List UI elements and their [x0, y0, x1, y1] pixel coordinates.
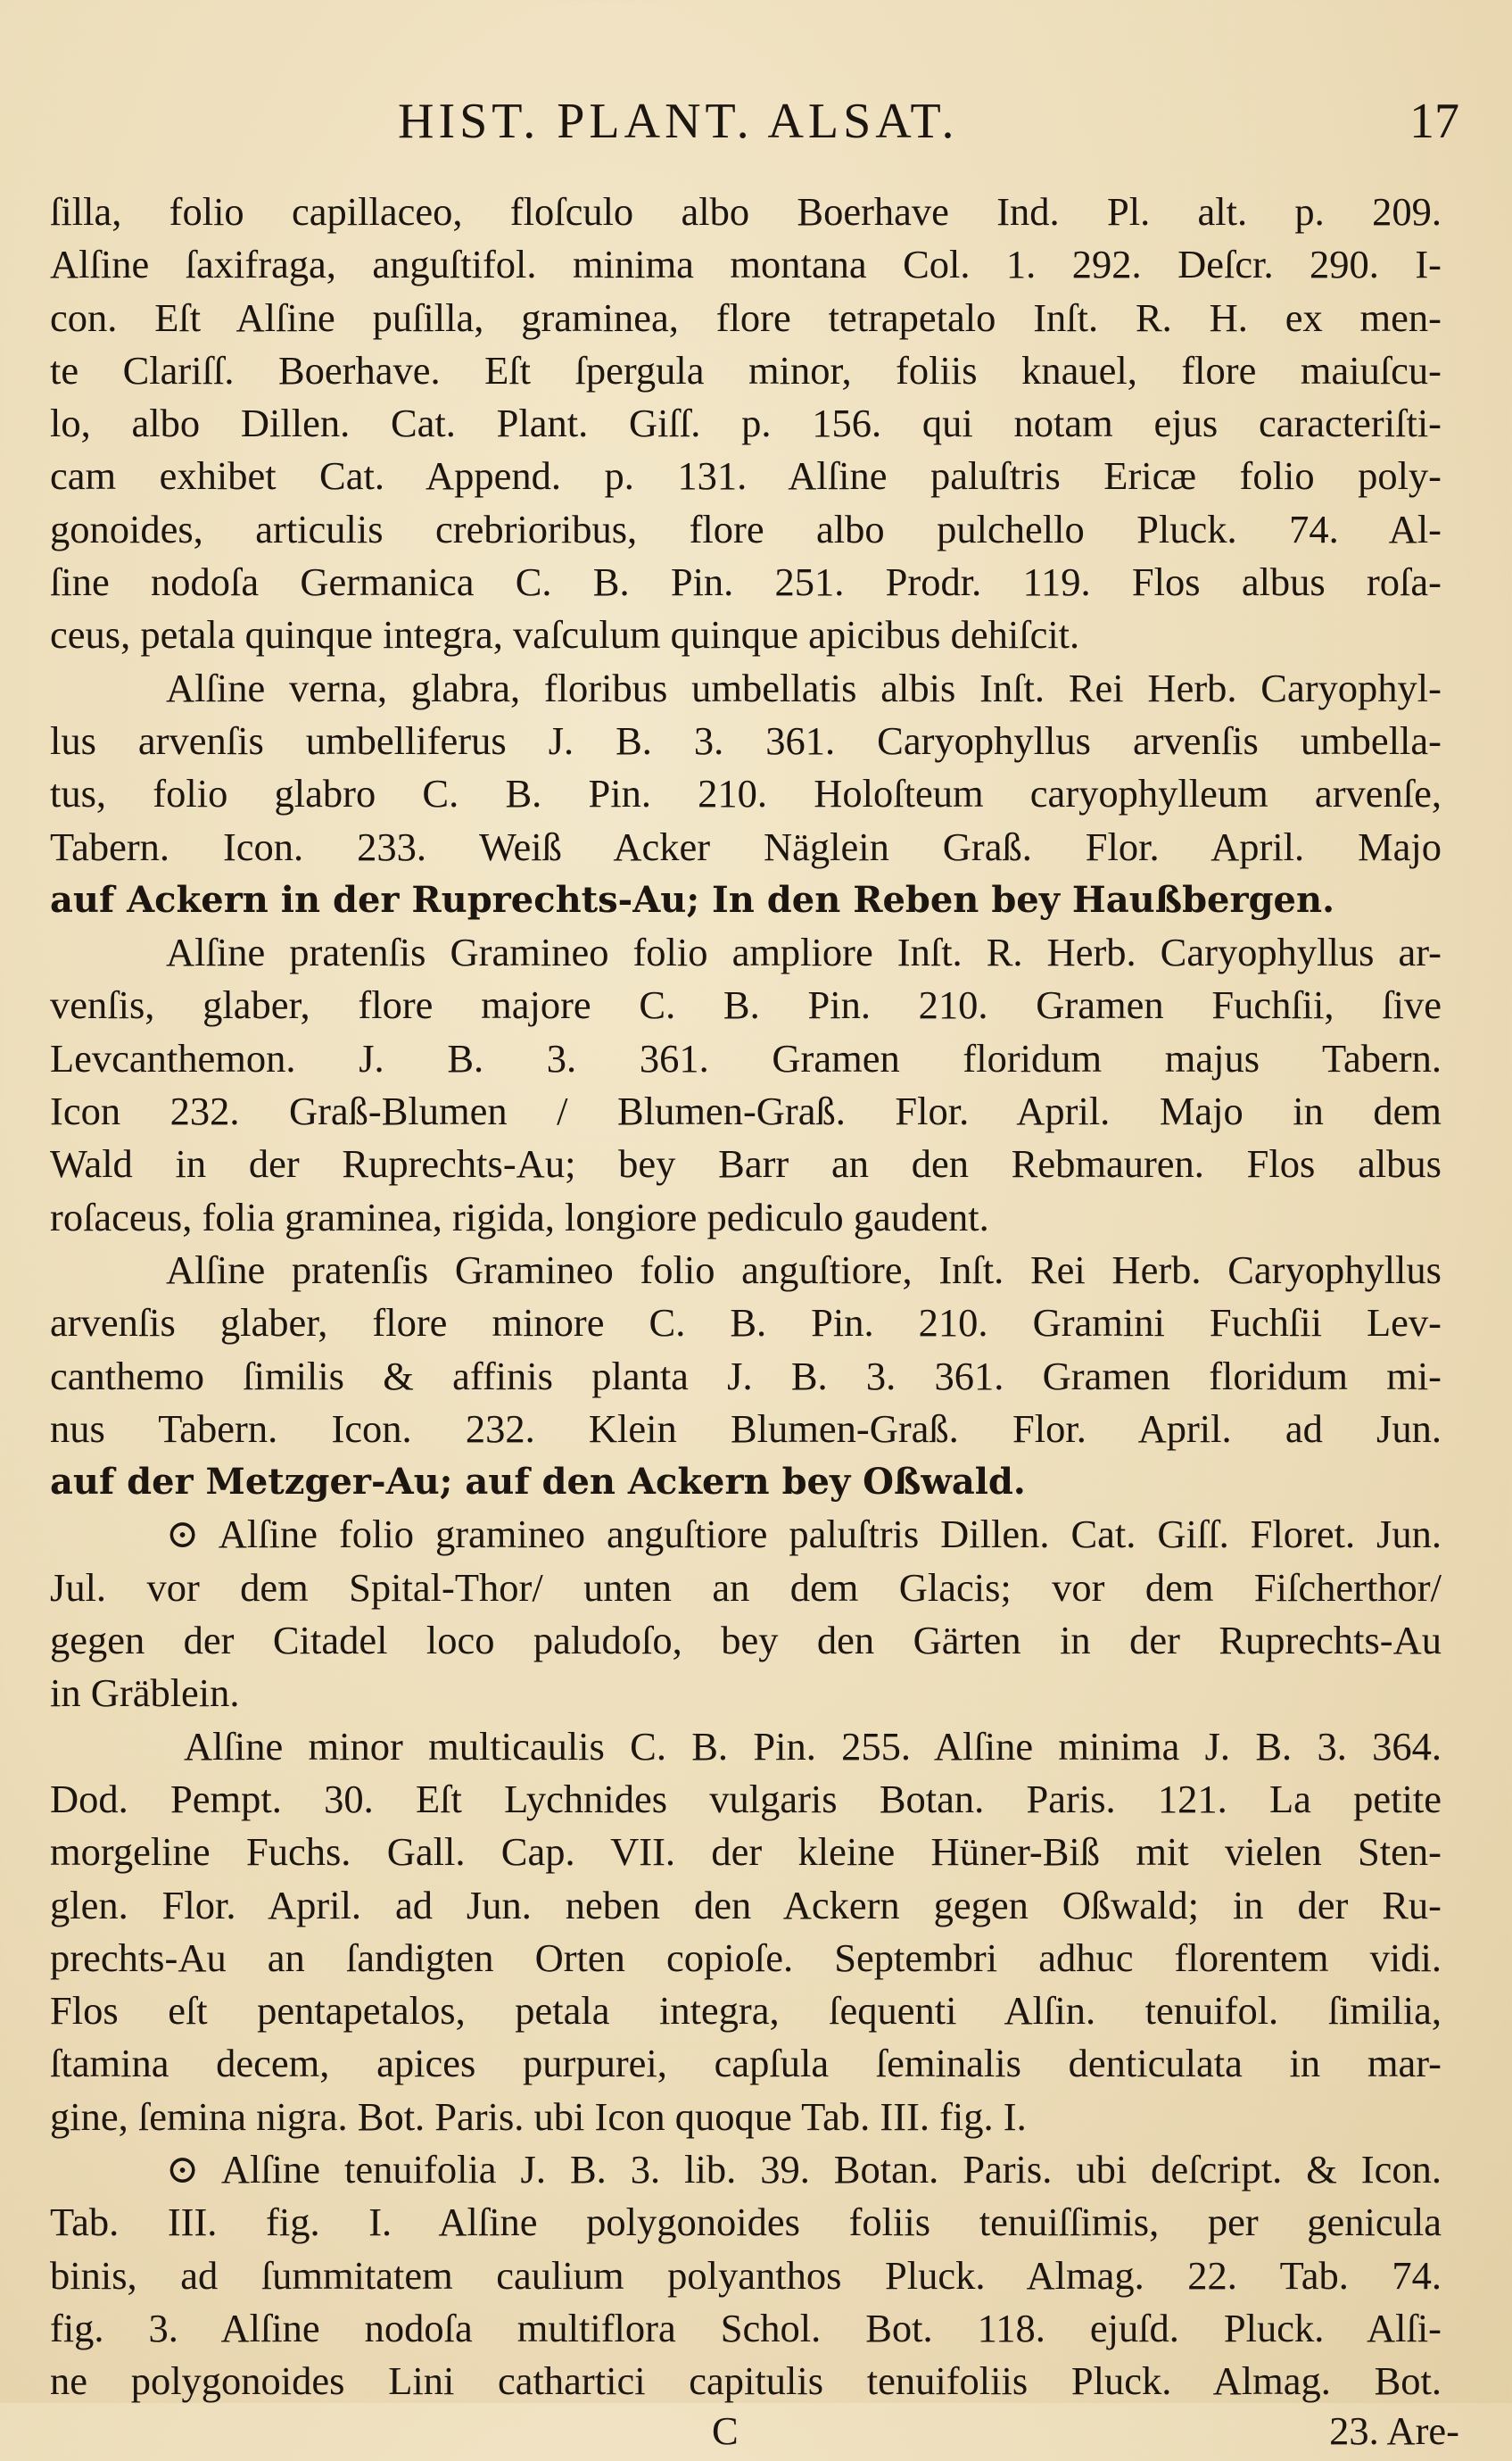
page	[50, 89, 1459, 2461]
entry-heading-line: ⊙ Alſine folio gramineo anguſtiore paluſtris Dillen. Cat. Giſſ. Floret. Jun.	[166, 1512, 1442, 1557]
text-line: binis, ad ſummitatem caulium polyanthos Pluck. Almag. 22. Tab. 74.	[50, 2252, 1442, 2298]
text-line: roſaceus, folia graminea, rigida, longiore pediculo gaudent.	[50, 1194, 989, 1239]
text-line: lo, albo Dillen. Cat. Plant. Giſſ. p. 156. qui notam ejus caracteriſti-	[50, 401, 1442, 446]
body-text	[50, 186, 1442, 2407]
text-line: te Clariſſ. Boerhave. Eſt ſpergula minor, foliis knauel, flore maiuſcu-	[50, 347, 1442, 393]
text-line: lus arvenſis umbelliferus J. B. 3. 361. Caryophyllus arvenſis umbella-	[50, 717, 1442, 763]
text-line: in Gräblein.	[50, 1670, 240, 1716]
german-text-line: auf der Metzger-Au; auf den Ackern bey Oßwald.	[50, 1461, 1026, 1504]
text-line: Levcanthemon. J. B. 3. 361. Gramen floridum majus Tabern.	[50, 1035, 1442, 1081]
text-line: Tab. III. fig. I. Alſine polygonoides foliis tenuiſſimis, per genicula	[50, 2200, 1442, 2245]
text-line: ſine nodoſa Germanica C. B. Pin. 251. Prodr. 119. Flos albus roſa-	[50, 559, 1442, 605]
text-line: canthemo ſimilis & affinis planta J. B. 3. 361. Gramen floridum mi-	[50, 1353, 1442, 1398]
text-line: nus Tabern. Icon. 232. Klein Blumen-Graß. Flor. April. ad Jun.	[50, 1405, 1442, 1451]
text-line: Wald in der Ruprechts-Au; bey Barr an den Rebmauren. Flos albus	[50, 1141, 1442, 1187]
running-title: HIST. PLANT. ALSAT.	[398, 94, 959, 149]
text-line: ſtamina decem, apices purpurei, capſula ſeminalis denticulata in mar-	[50, 2041, 1442, 2086]
text-line: Icon 232. Graß-Blumen / Blumen-Graß. Flor. April. Majo in dem	[50, 1089, 1442, 1134]
text-line: gonoides, articulis crebrioribus, flore albo pulchello Pluck. 74. Al-	[50, 506, 1442, 551]
text-line: Dod. Pempt. 30. Eſt Lychnides vulgaris Botan. Paris. 121. La petite	[50, 1776, 1442, 1821]
text-line: arvenſis glaber, flore minore C. B. Pin. 210. Gramini Fuchſii Lev-	[50, 1300, 1442, 1346]
german-text-line: auf Ackern in der Ruprechts-Au; In den Reben bey Haußbergen.	[50, 878, 1334, 921]
text-line: venſis, glaber, flore majore C. B. Pin. 210. Gramen Fuchſii, ſive	[50, 982, 1442, 1028]
catchword: 23. Are-	[1329, 2408, 1459, 2454]
text-line: ſilla, folio capillaceo, floſculo albo Boerhave Ind. Pl. alt. p. 209.	[50, 189, 1442, 234]
text-line: ceus, petala quinque integra, vaſculum quinque apicibus dehiſcit.	[50, 612, 1080, 658]
text-line: gegen der Citadel loco paludoſo, bey den Gärten in der Ruprechts-Au	[50, 1618, 1442, 1663]
page-footer	[50, 2407, 1459, 2461]
entry-heading-line: Alſine minor multicaulis C. B. Pin. 255. Alſine minima J. B. 3. 364.	[184, 1723, 1442, 1769]
text-line: Alſine ſaxifraga, anguſtifol. minima montana Col. 1. 292. Deſcr. 290. I-	[50, 242, 1442, 287]
text-line: fig. 3. Alſine nodoſa multiflora Schol. Bot. 118. ejuſd. Pluck. Alſi-	[50, 2305, 1442, 2350]
text-line: Flos eſt pentapetalos, petala integra, ſequenti Alſin. tenuifol. ſimilia,	[50, 1988, 1442, 2034]
signature-mark: C	[712, 2408, 739, 2454]
text-line: Jul. vor dem Spital-Thor/ unten an dem Glacis; vor dem Fiſcherthor/	[50, 1564, 1442, 1610]
text-line: gine, ſemina nigra. Bot. Paris. ubi Icon quoque Tab. III. fig. I.	[50, 2093, 1027, 2139]
text-line: cam exhibet Cat. Append. p. 131. Alſine paluſtris Ericæ folio poly-	[50, 453, 1442, 499]
text-line: Tabern. Icon. 233. Weiß Acker Näglein Graß. Flor. April. Majo	[50, 824, 1442, 869]
text-line: morgeline Fuchs. Gall. Cap. VII. der kleine Hüner-Biß mit vielen Sten-	[50, 1829, 1442, 1875]
text-line: ne polygonoides Lini cathartici capitulis tenuifoliis Pluck. Almag. Bot.	[50, 2358, 1442, 2404]
text-line: prechts-Au an ſandigten Orten copioſe. Septembri adhuc florentem vidi.	[50, 1935, 1442, 1980]
entry-heading-line: Alſine pratenſis Gramineo folio ampliore Inſt. R. Herb. Caryophyllus ar-	[166, 930, 1442, 975]
page-number: 17	[1409, 94, 1459, 149]
entry-heading-line: Alſine verna, glabra, floribus umbellatis albis Inſt. Rei Herb. Caryophyl-	[166, 665, 1442, 710]
entry-heading-line: ⊙ Alſine tenuifolia J. B. 3. lib. 39. Botan. Paris. ubi deſcript. & Icon.	[166, 2146, 1442, 2192]
text-line: tus, folio glabro C. B. Pin. 210. Holoſteum caryophylleum arvenſe,	[50, 771, 1442, 816]
running-head	[50, 89, 1459, 161]
entry-heading-line: Alſine pratenſis Gramineo folio anguſtiore, Inſt. Rei Herb. Caryophyllus	[166, 1247, 1442, 1292]
text-line: con. Eſt Alſine puſilla, graminea, flore tetrapetalo Inſt. R. H. ex men-	[50, 294, 1442, 340]
text-line: glen. Flor. April. ad Jun. neben den Ackern gegen Oßwald; in der Ru-	[50, 1882, 1442, 1927]
